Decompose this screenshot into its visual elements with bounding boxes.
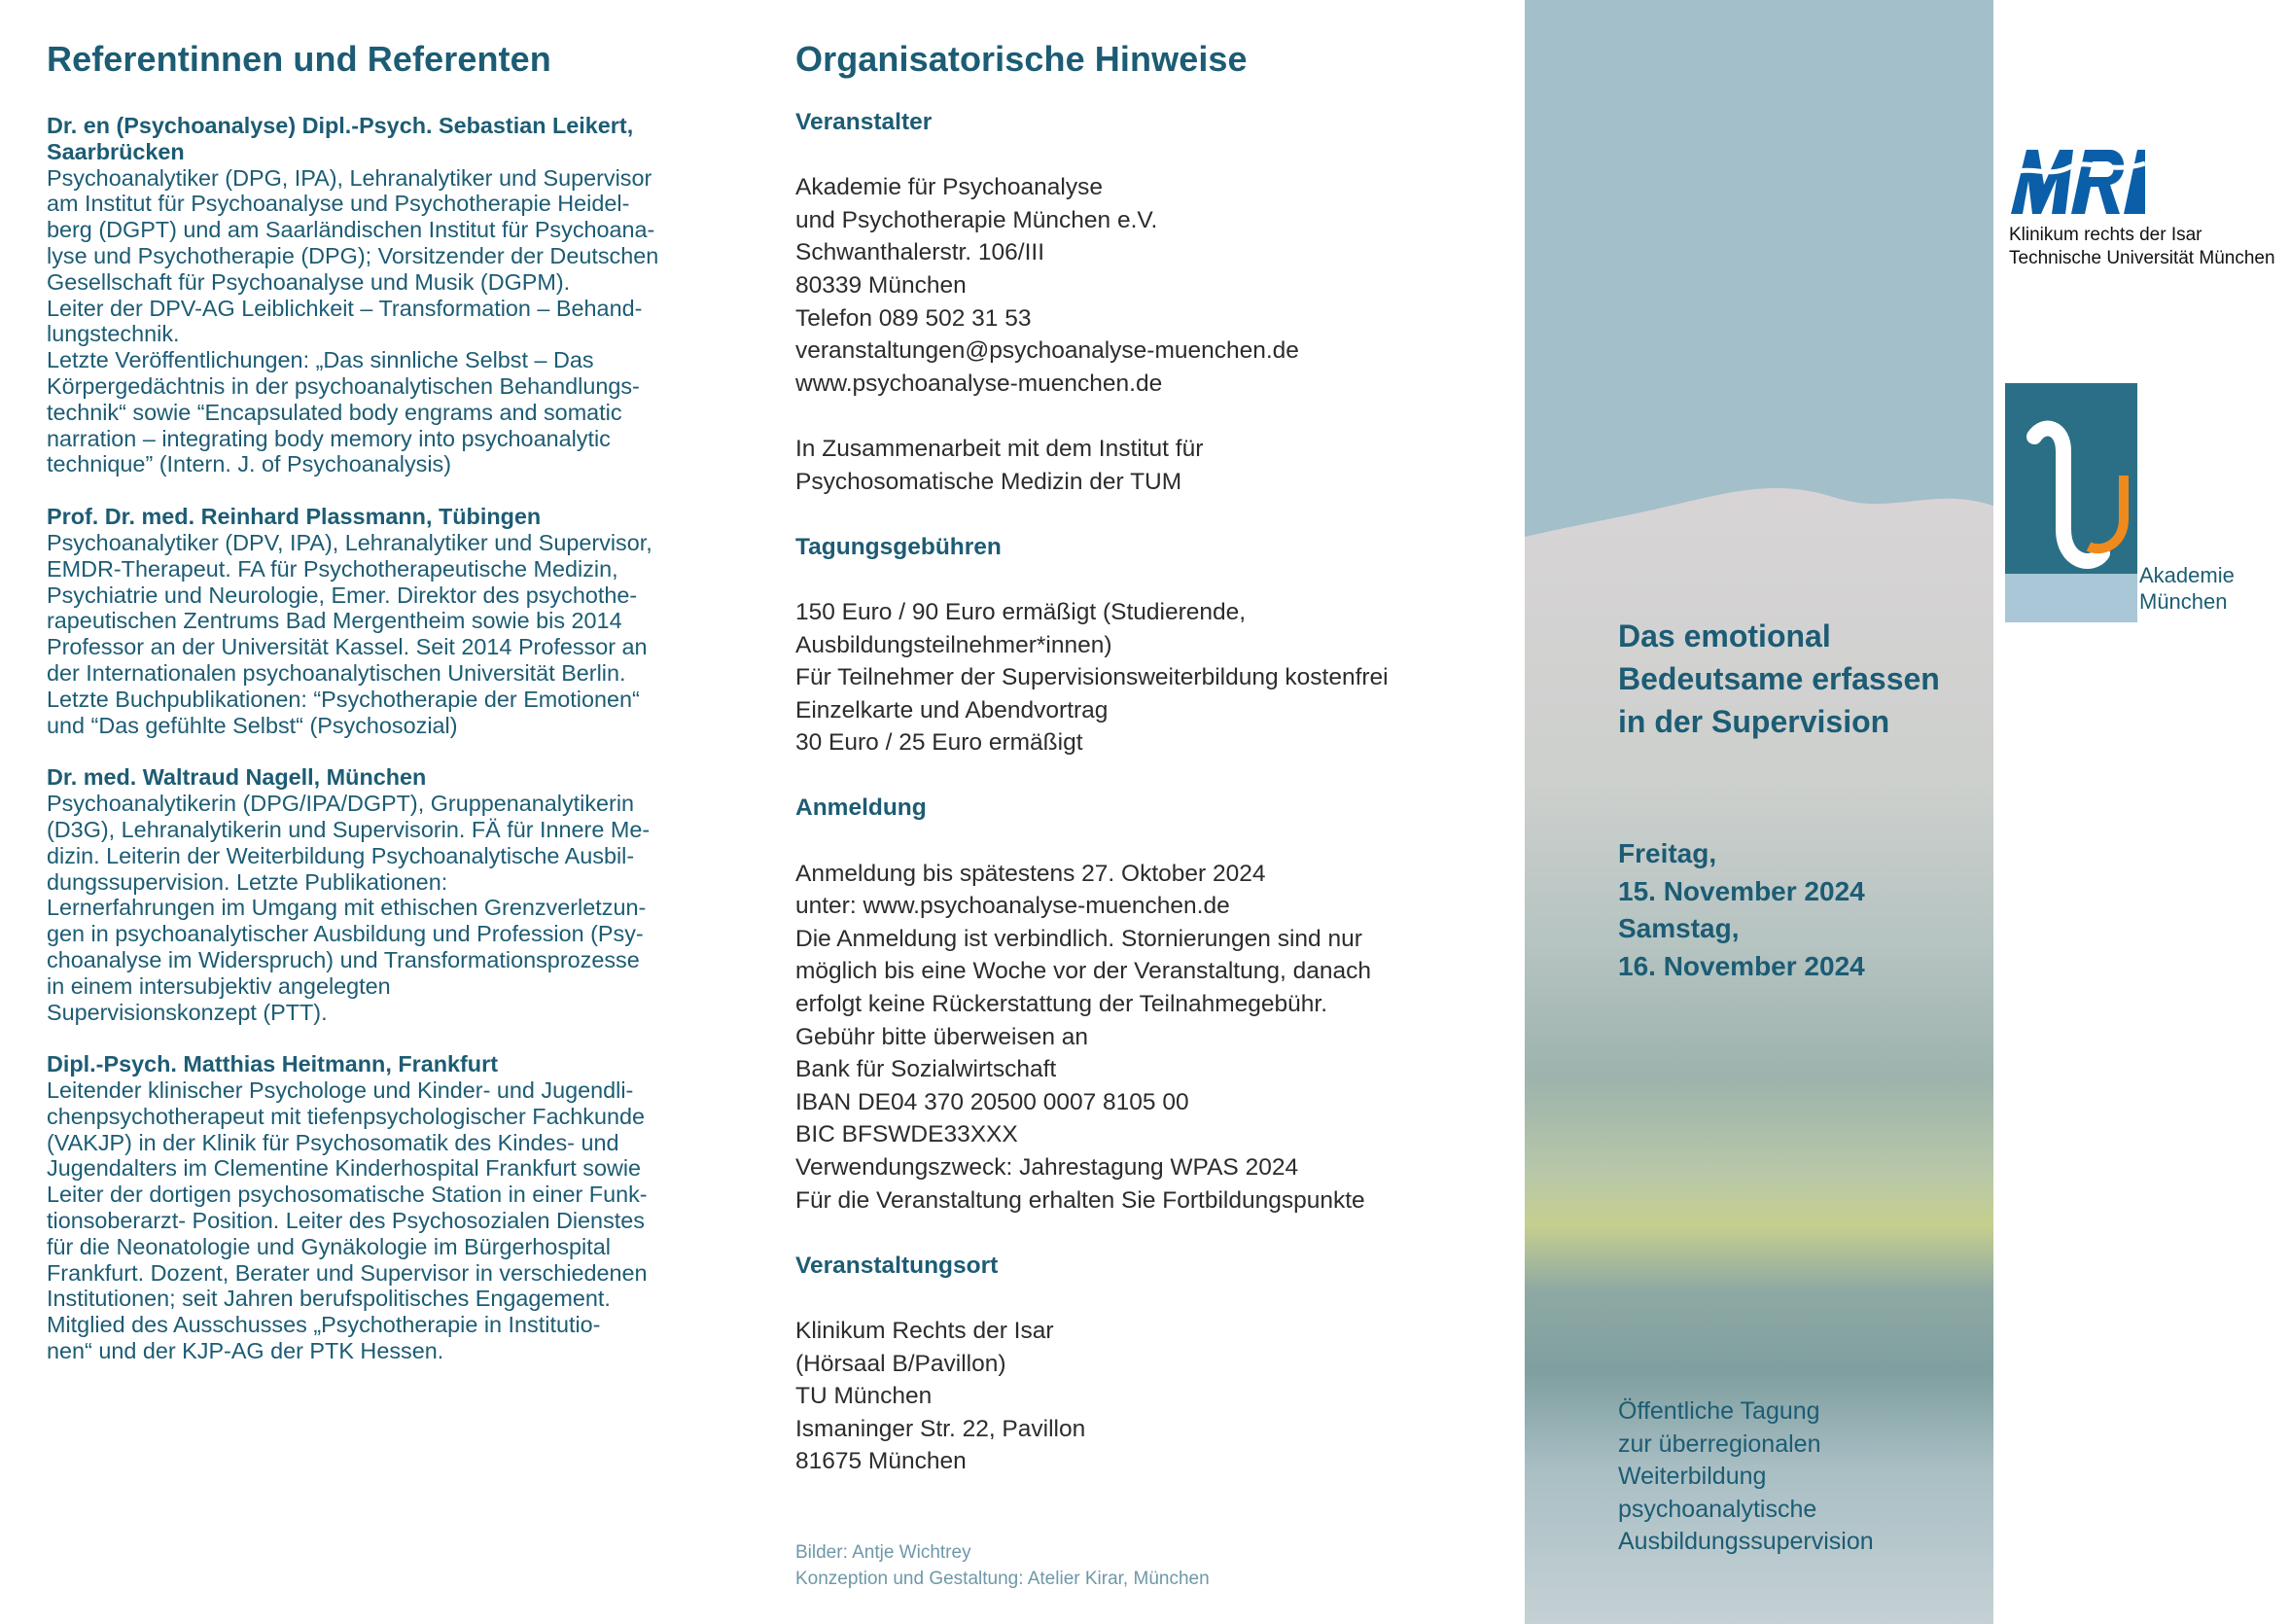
speaker-name: Dr. med. Waltraud Nagell, München: [47, 764, 427, 791]
event-description: Öffentliche Tagung zur überregionalen Weiterbildung psychoanalytische Ausbildungssupervision: [1618, 1397, 1874, 1555]
fees-body: 150 Euro / 90 Euro ermäßigt (Studierende, Ausbildungsteilnehmer*innen) Für Teilnehmer der Supervisionsweiterbildung kostenfrei Einzelkarte und Abendvortrag 30 Euro / 25 Euro ermäßigt: [795, 598, 1389, 757]
speaker-bio: Psychoanalytiker (DPV, IPA), Lehranalytiker und Supervisor, EMDR-Therapeut. FA für Psychotherapeutische Medizin, Psychiatrie und Neurologie, Emer. Direktor des psychothe- rapeutischen Zentrums Bad Mergentheim sowie bis 2014 Professor an der Universität Kassel. Seit 2014 Professor an der Internationalen psychoanalytischen Universität Berlin. Letzte Buchpublikationen: “Psychotherapie der Emotionen“ und “Das gefühlte Selbst“ (Psychosozial): [47, 529, 652, 738]
speaker-name: Prof. Dr. med. Reinhard Plassmann, Tübingen: [47, 504, 542, 530]
speaker-entry: [47, 504, 737, 738]
speaker-entry: [47, 764, 737, 1025]
organizer-address: Akademie für Psychoanalyse und Psychotherapie München e.V. Schwanthalerstr. 106/III 80339 München Telefon 089 502 31 53 veranstaltungen@psychoanalyse-muenchen.de www.psychoanalyse-muenchen.de: [795, 174, 1299, 397]
event-title: Das emotional Bedeutsame erfassen in der Supervision: [1618, 618, 1940, 739]
mri-logo: [2009, 142, 2145, 216]
cooperation-note: In Zusammenarbeit mit dem Institut für Psychosomatische Medizin der TUM: [795, 435, 1204, 495]
speaker-entry: [47, 1051, 737, 1364]
registration-body: Anmeldung bis spätestens 27. Oktober 2024 unter: www.psychoanalyse-muenchen.de Die Anmeldung ist verbindlich. Stornierungen sind nur möglich bis eine Woche vor der Veranstaltung, danach erfolgt keine Rückerstattung der Teilnahmegebühr. Gebühr bitte überweisen an Bank für Sozialwirtschaft IBAN DE04 370 20500 0007 8105 00 BIC BFSWDE33XXX Verwendungszweck: Jahrestagung WPAS 2024 Für die Veranstaltung erhalten Sie Fortbildungspunkte: [795, 860, 1371, 1214]
venue-address: Klinikum Rechts der Isar (Hörsaal B/Pavillon) TU München Ismaninger Str. 22, Pavillon 81675 München: [795, 1317, 1086, 1475]
registration-title: Anmeldung: [795, 794, 927, 822]
akademie-caption: Akademie München: [2139, 563, 2235, 614]
credit-images: Bilder: Antje Wichtrey: [795, 1542, 971, 1563]
venue-title: Veranstaltungsort: [795, 1252, 999, 1279]
cover-panel: [1525, 0, 1993, 1624]
panel-top-wave: [1525, 0, 1993, 545]
organisation-column: [795, 39, 1496, 1511]
speaker-bio: Psychoanalytiker (DPG, IPA), Lehranalytiker und Supervisor am Institut für Psychoanalyse und Psychotherapie Heidel- berg (DGPT) und am Saarländischen Institut für Psychoana- lyse und Psychotherapie (DPG); Vorsitzender der Deutschen Gesellschaft für Psychoanalyse und Musik (DGPM). Leiter der DPV-AG Leiblichkeit – Transformation – Behand- lungstechnik. Letzte Veröffentlichungen: „Das sinnliche Selbst – Das Körpergedächtnis in der psychoanalytischen Behandlungs- technik“ sowie “Encapsulated body engrams and somatic narration – integrating body memory into psychoanalytic technique” (Intern. J. of Psychoanalysis): [47, 164, 659, 477]
event-dates: Freitag, 15. November 2024 Samstag, 16. November 2024: [1618, 838, 1865, 981]
organisation-heading: Organisatorische Hinweise: [795, 39, 1248, 79]
speaker-entry: [47, 113, 737, 477]
organizer-title: Veranstalter: [795, 109, 933, 135]
speakers-column: [47, 39, 737, 1391]
speaker-bio: Leitender klinischer Psychologe und Kinder- und Jugendli- chenpsychotherapeut mit tiefenpsychologischer Fachkunde (VAKJP) in der Klinik für Psychosomatik des Kindes- und Jugendalters im Clementine Kinderhospital Frankfurt sowie Leiter der dortigen psychosomatische Station in einer Funk- tionsoberarzt- Position. Leiter des Psychosozialen Dienstes für die Neonatologie und Gynäkologie im Bürgerhospital Frankfurt. Dozent, Berater und Supervisor in verschiedenen Institutionen; seit Jahren berufspolitisches Engagement. Mitglied des Ausschusses „Psychotherapie in Institutio- nen“ und der KJP-AG der PTK Hessen.: [47, 1077, 648, 1364]
mri-caption: Klinikum rechts der Isar Technische Universität München: [2009, 225, 2275, 268]
speaker-bio: Psychoanalytikerin (DPG/IPA/DGPT), Gruppenanalytikerin (D3G), Lehranalytikerin und Supervisorin. FÄ für Innere Me- dizin. Leiterin der Weiterbildung Psychoanalytische Ausbil- dungssupervision. Letzte Publikationen: Lernerfahrungen im Umgang mit ethischen Grenzverletzun- gen in psychoanalytischer Ausbildung und Profession (Psy- choanalyse im Widerspruch) und Transformationsprozesse in einem intersubjektiv angelegten Supervisionskonzept (PTT).: [47, 791, 651, 1025]
speaker-name: Dr. en (Psychoanalyse) Dipl.-Psych. Sebastian Leikert, Saarbrücken: [47, 113, 634, 164]
credit-design: Konzeption und Gestaltung: Atelier Kirar, München: [795, 1569, 1210, 1589]
fees-title: Tagungsgebühren: [795, 533, 1002, 560]
speaker-name: Dipl.-Psych. Matthias Heitmann, Frankfurt: [47, 1051, 498, 1077]
speakers-heading: Referentinnen und Referenten: [47, 39, 551, 79]
credits: [795, 1539, 1210, 1592]
